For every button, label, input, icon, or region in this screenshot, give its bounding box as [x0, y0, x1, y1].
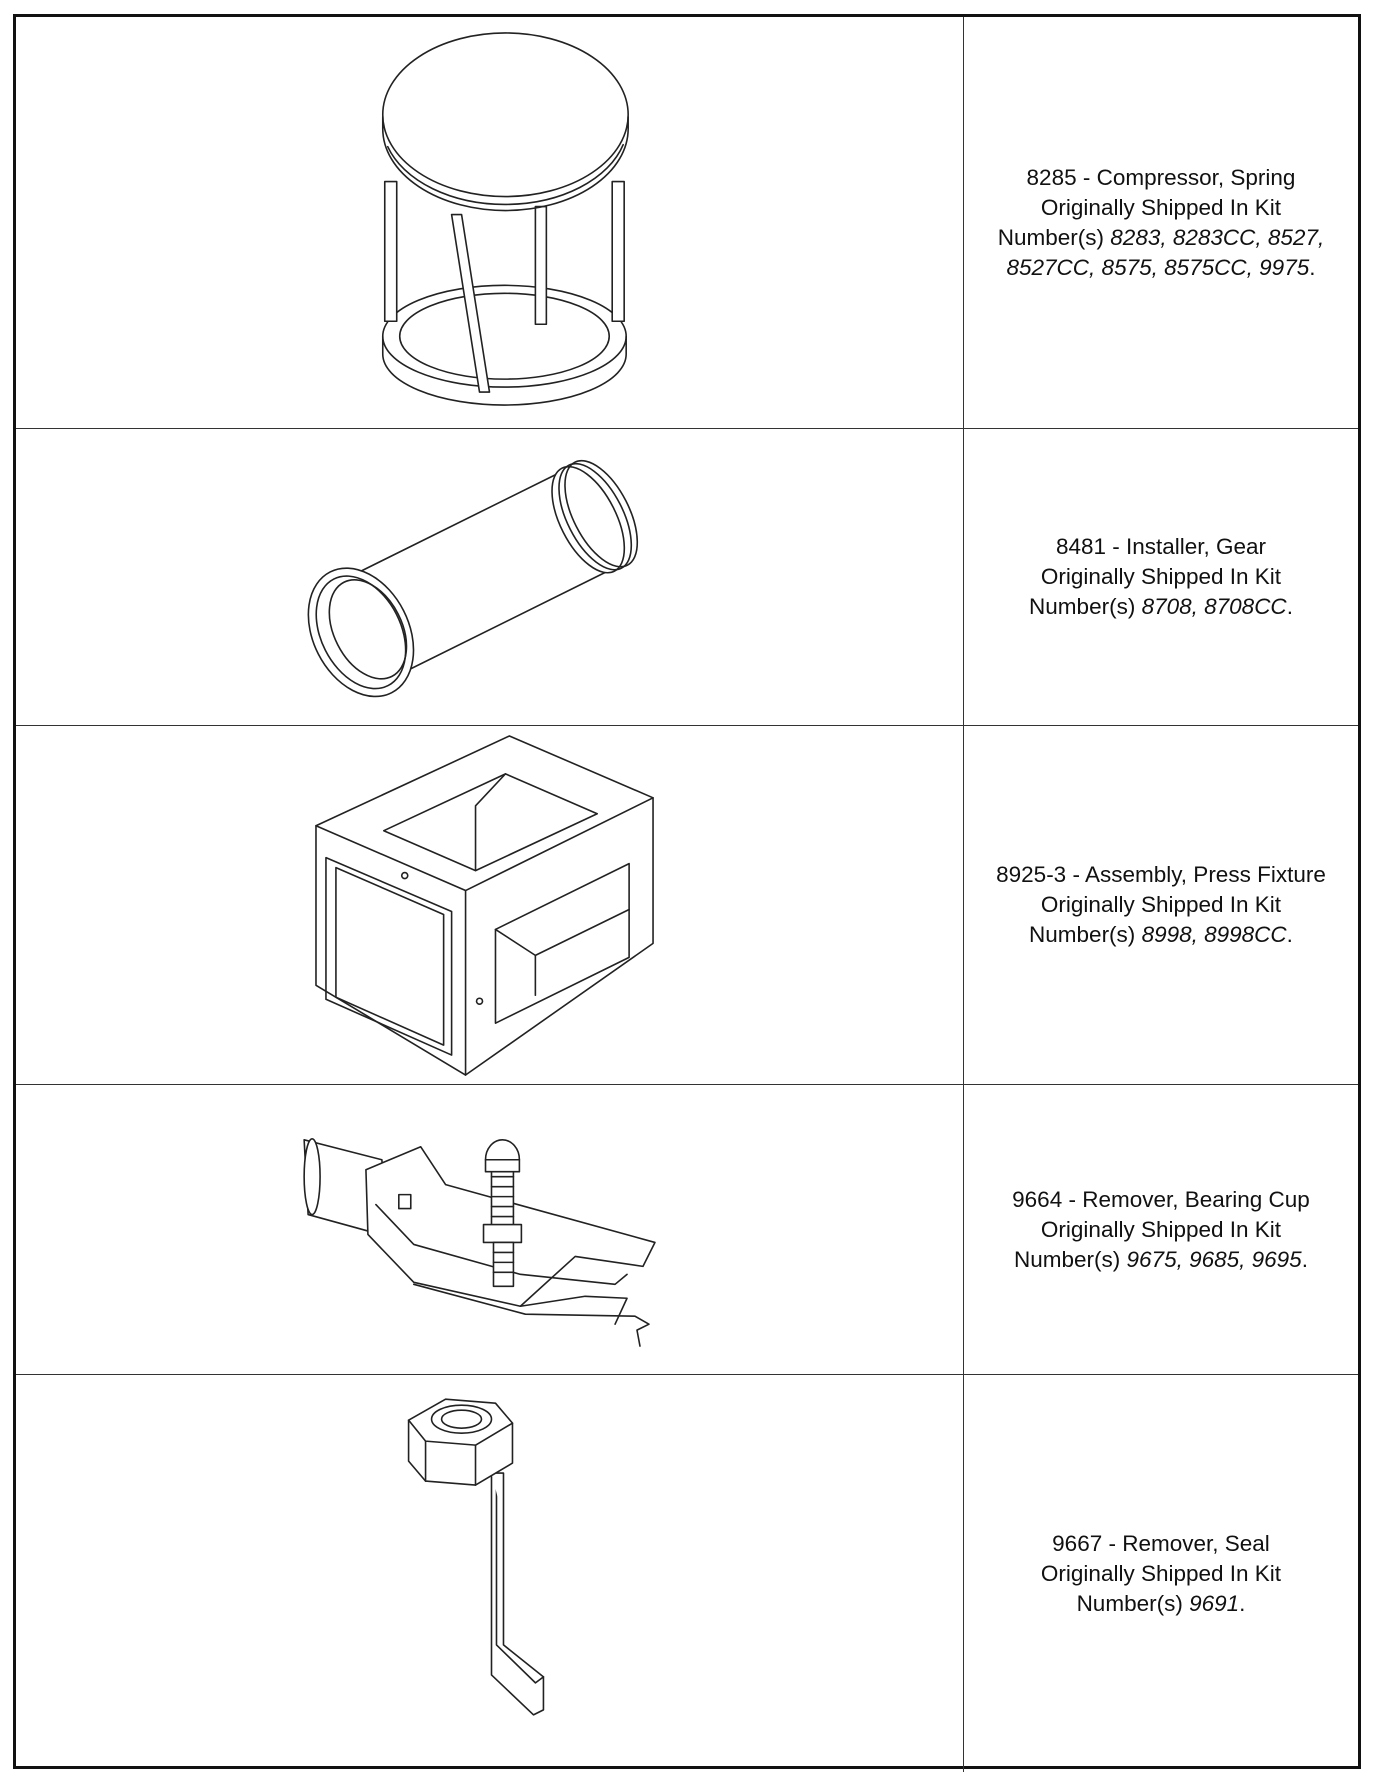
tool-description — [964, 726, 1358, 1084]
table-row — [16, 726, 1358, 1085]
shipped-line: Originally Shipped In Kit — [1040, 1216, 1282, 1242]
spring-compressor-illustration — [16, 17, 964, 428]
tool-description — [964, 1375, 1358, 1772]
number-label: Number(s) — [1029, 922, 1136, 947]
spring-compressor-drawing — [16, 17, 963, 428]
kit-numbers: 9675, 9685, 9695 — [1126, 1246, 1302, 1272]
kit-numbers: 9691 — [1189, 1590, 1240, 1616]
number-label: Number(s) — [1029, 594, 1136, 619]
tool-description — [964, 1085, 1358, 1374]
table-row — [16, 17, 1358, 429]
shipped-line: Originally Shipped In Kit — [1040, 892, 1282, 917]
shipped-line: Originally Shipped In Kit — [1040, 564, 1282, 589]
kit-numbers-line: Number(s) 8998, 8998CC. — [1029, 922, 1293, 947]
press-fixture-illustration — [16, 726, 964, 1084]
part-line: 8925-3 - Assembly, Press Fixture — [996, 862, 1326, 887]
press-fixture-drawing — [16, 726, 963, 1084]
table-row — [16, 1375, 1358, 1772]
kit-numbers: 8527CC, 8575, 8575CC, 9975 — [1006, 254, 1310, 280]
kit-numbers-line: Number(s) 8708, 8708CC. — [1029, 594, 1293, 619]
shipped-line: Originally Shipped In Kit — [1040, 194, 1282, 220]
number-label: Number(s) — [1076, 1590, 1183, 1616]
part-line: 9664 - Remover, Bearing Cup — [1012, 1186, 1310, 1212]
kit-numbers: 8283, 8283CC, 8527, — [1110, 224, 1325, 250]
kit-numbers-line-2: 8527CC, 8575, 8575CC, 9975. — [1006, 254, 1316, 280]
seal-remover-drawing — [16, 1375, 963, 1772]
kit-numbers-line — [998, 223, 1324, 253]
gear-installer-illustration — [16, 429, 964, 725]
table-row — [16, 1085, 1358, 1375]
kit-numbers: 8998, 8998CC — [1141, 922, 1287, 947]
seal-remover-illustration — [16, 1375, 964, 1772]
part-line: 8481 - Installer, Gear — [1055, 534, 1267, 559]
number-label: Number(s) — [997, 224, 1105, 250]
kit-numbers: 8708, 8708CC — [1141, 594, 1287, 619]
part-line: 9667 - Remover, Seal — [1052, 1530, 1270, 1556]
tool-table — [13, 14, 1361, 1769]
gear-installer-drawing — [16, 429, 963, 725]
bearing-cup-remover-illustration — [16, 1085, 964, 1374]
number-label: Number(s) — [1014, 1246, 1121, 1272]
bearing-cup-remover-drawing — [16, 1085, 963, 1374]
tool-description — [964, 17, 1358, 428]
tool-description — [964, 429, 1358, 725]
shipped-line: Originally Shipped In Kit — [1040, 1560, 1282, 1586]
table-row — [16, 429, 1358, 726]
part-line: 8285 - Compressor, Spring — [1026, 164, 1296, 190]
kit-numbers-line: Number(s) 9675, 9685, 9695. — [1014, 1246, 1308, 1272]
kit-numbers-line: Number(s) 9691. — [1076, 1590, 1246, 1616]
